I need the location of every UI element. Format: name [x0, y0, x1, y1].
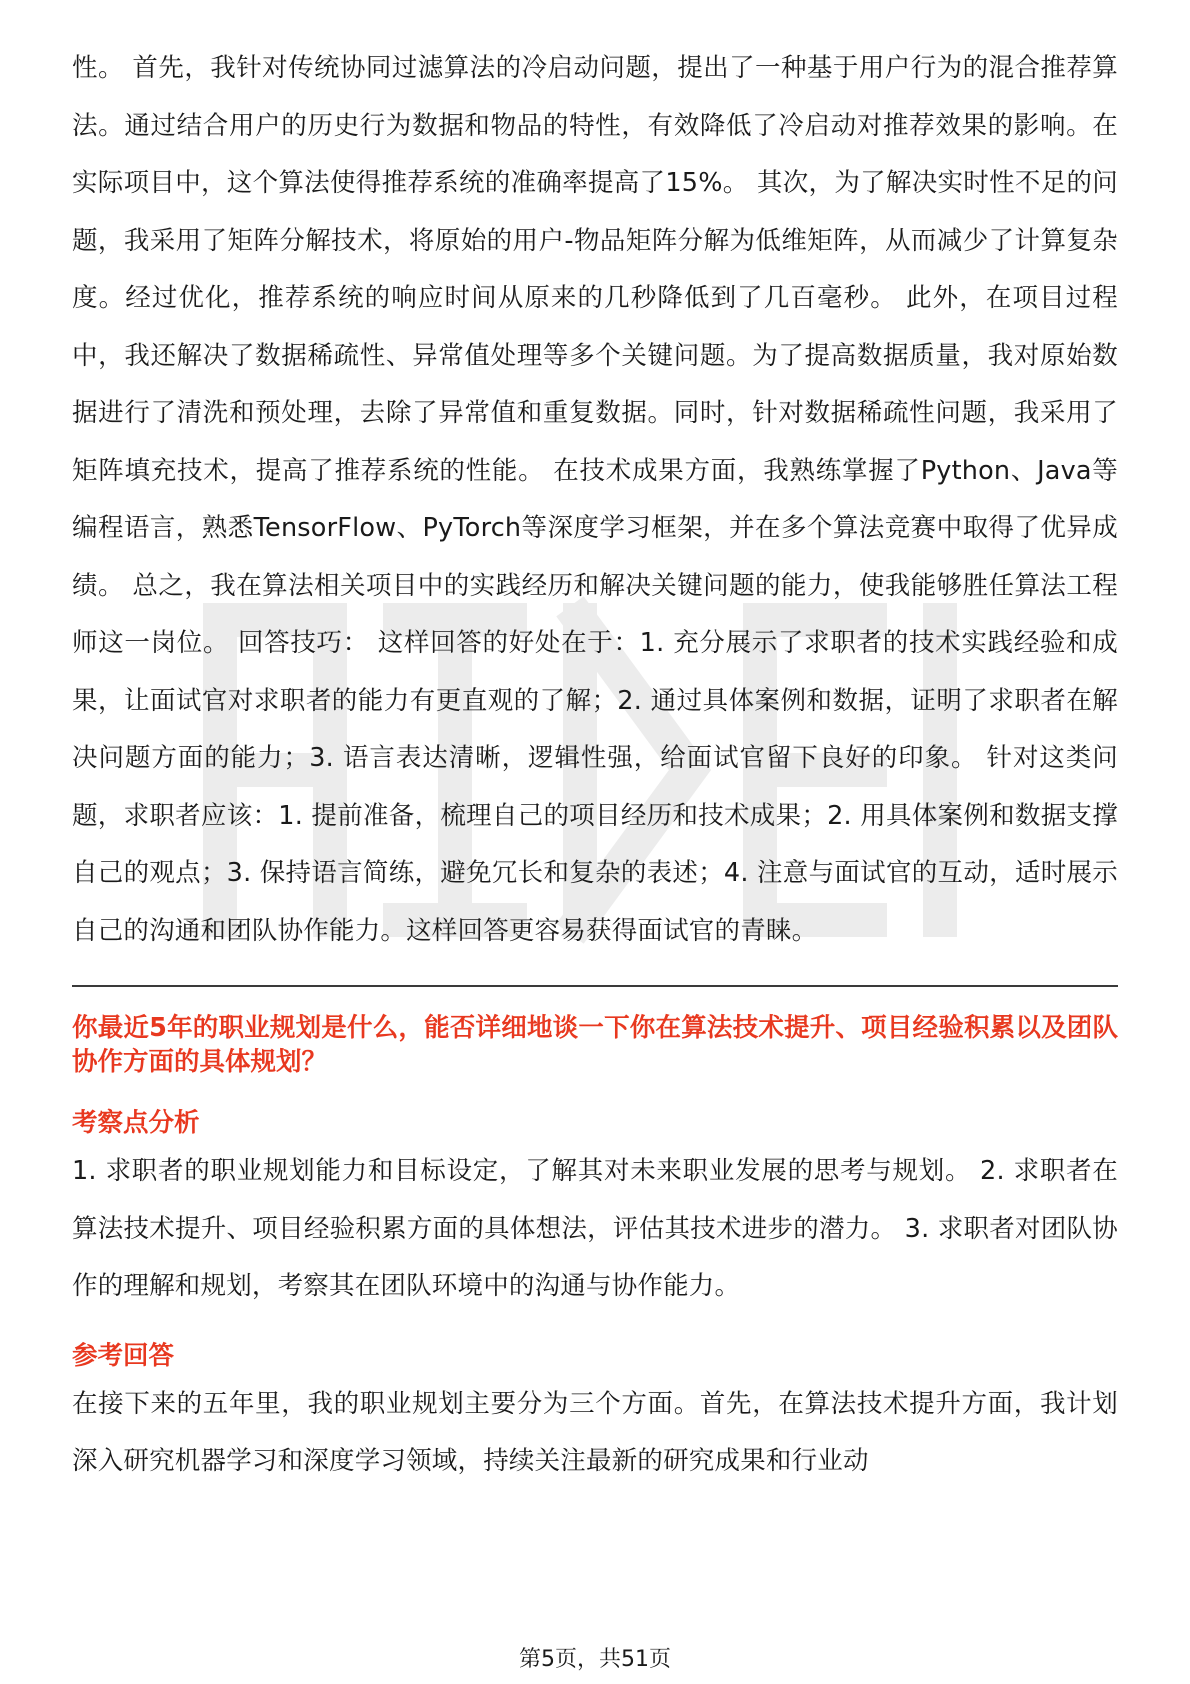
analysis-paragraph: 1. 求职者的职业规划能力和目标设定，了解其对未来职业发展的思考与规划。 2. 求职者在算法技术提升、项目经验积累方面的具体想法，评估其技术进步的潜力。 3. 求职者对团队协作的理解和规划，考察其在团队环境中的沟通与协作能力。 [72, 1156, 1118, 1301]
page-content [72, 40, 1118, 1491]
interview-question: 你最近5年的职业规划是什么，能否详细地谈一下你在算法技术提升、项目经验积累以及团队协作方面的具体规划？ [72, 1013, 1118, 1077]
body-paragraph-continued: 性。 首先，我针对传统协同过滤算法的冷启动问题，提出了一种基于用户行为的混合推荐算法。通过结合用户的历史行为数据和物品的特性，有效降低了冷启动对推荐效果的影响。在实际项目中，这个算法使得推荐系统的准确率提高了15%。 其次，为了解决实时性不足的问题，我采用了矩阵分解技术，将原始的用户-物品矩阵分解为低维矩阵，从而减少了计算复杂度。经过优化，推荐系统的响应时间从原来的几秒降低到了几百毫秒。 此外，在项目过程中，我还解决了数据稀疏性、异常值处理等多个关键问题。为了提高数据质量，我对原始数据进行了清洗和预处理，去除了异常值和重复数据。同时，针对数据稀疏性问题，我采用了矩阵填充技术，提高了推荐系统的性能。 在技术成果方面，我熟练掌握了Python、Java等编程语言，熟悉TensorFlow、PyTorch等深度学习框架，并在多个算法竞赛中取得了优异成绩。 总之，我在算法相关项目中的实践经历和解决关键问题的能力，使我能够胜任算法工程师这一岗位。 回答技巧： 这样回答的好处在于：1. 充分展示了求职者的技术实践经验和成果，让面试官对求职者的能力有更直观的了解；2. 通过具体案例和数据，证明了求职者在解决问题方面的能力；3. 语言表达清晰，逻辑性强，给面试官留下良好的印象。 针对这类问题，求职者应该：1. 提前准备，梳理自己的项目经历和技术成果；2. 用具体案例和数据支撑自己的观点；3. 保持语言简练，避免冗长和复杂的表述；4. 注意与面试官的互动，适时展示自己的沟通和团队协作能力。这样回答更容易获得面试官的青睐。 [72, 53, 1118, 946]
section-divider [72, 985, 1118, 987]
answer-paragraph: 在接下来的五年里，我的职业规划主要分为三个方面。首先，在算法技术提升方面，我计划深入研究机器学习和深度学习领域，持续关注最新的研究成果和行业动 [72, 1388, 1118, 1476]
answer-heading: 参考回答 [72, 1340, 175, 1371]
analysis-heading: 考察点分析 [72, 1108, 200, 1138]
page-number-footer: 第5页，共51页 [519, 1647, 671, 1672]
